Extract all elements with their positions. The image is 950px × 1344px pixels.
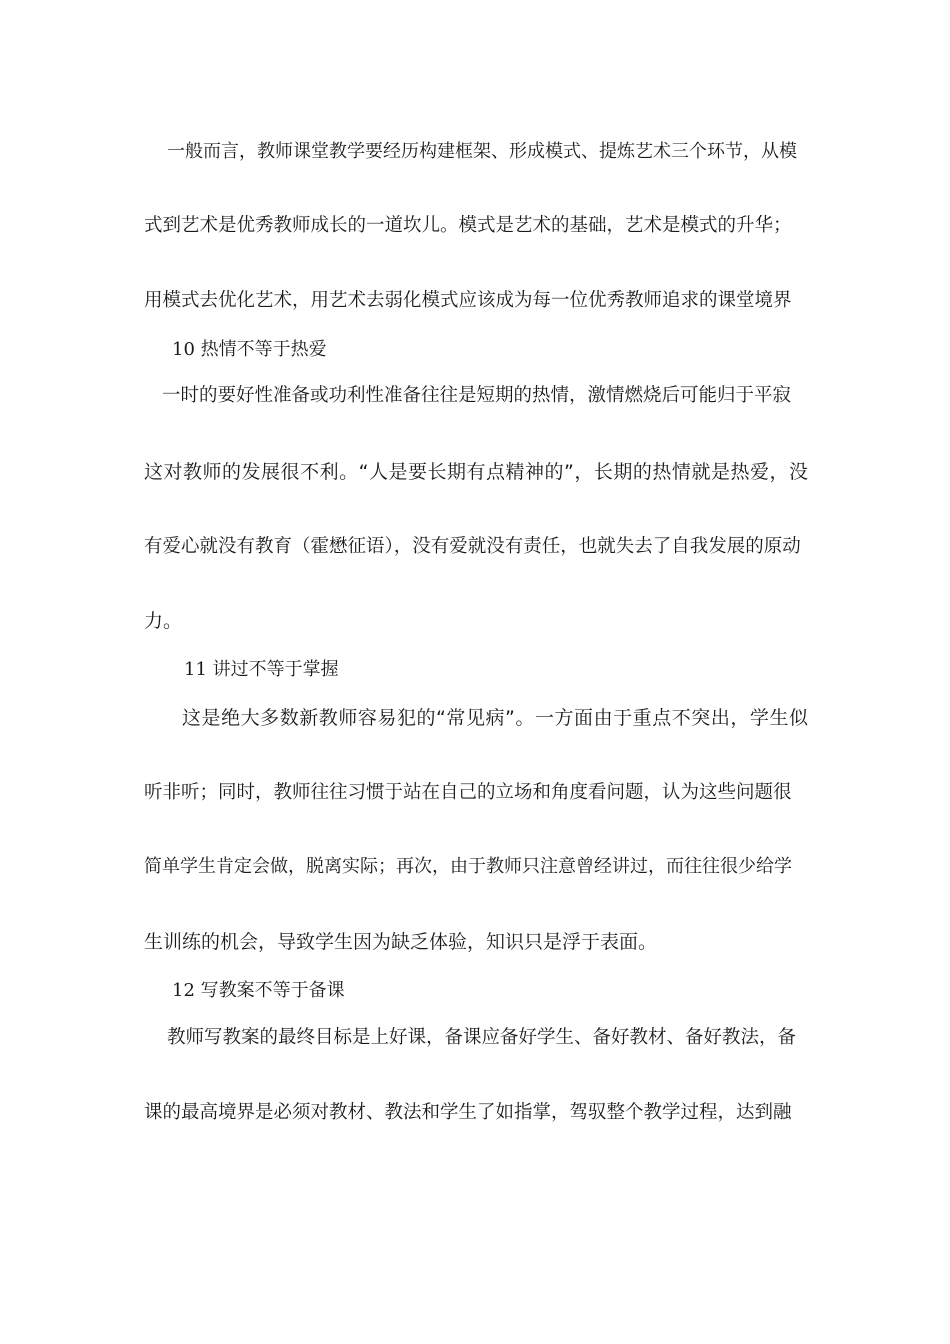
section-10-line-3: 有爱心就没有教育（霍懋征语），没有爱就没有责任，也就失去了自我发展的原动 xyxy=(144,536,801,557)
section-10-line-4: 力。 xyxy=(144,610,183,632)
section-10-heading: 10 热情不等于热爱 xyxy=(172,339,327,360)
section-11-line-2: 听非听；同时，教师往往习惯于站在自己的立场和角度看问题，认为这些问题很 xyxy=(144,782,792,803)
section-11-line-4: 生训练的机会，导致学生因为缺乏体验，知识只是浮于表面。 xyxy=(144,931,658,953)
intro-line-2: 式到艺术是优秀教师成长的一道坎儿。模式是艺术的基础，艺术是模式的升华； xyxy=(144,215,792,236)
section-12-line-1: 教师写教案的最终目标是上好课，备课应备好学生、备好教材、备好教法，备 xyxy=(167,1027,797,1048)
intro-line-1: 一般而言，教师课堂教学要经历构建框架、形成模式、提炼艺术三个环节，从模 xyxy=(167,141,797,162)
section-10-line-1: 一时的要好性准备或功利性准备往往是短期的热情，激情燃烧后可能归于平寂 xyxy=(162,385,792,406)
section-12-line-2: 课的最高境界是必须对教材、教法和学生了如指掌，驾驭整个教学过程，达到融 xyxy=(144,1102,792,1123)
section-11-line-1: 这是绝大多数新教师容易犯的“常见病”。一方面由于重点不突出，学生似 xyxy=(182,707,809,729)
intro-line-3: 用模式去优化艺术，用艺术去弱化模式应该成为每一位优秀教师追求的课堂境界 xyxy=(144,290,792,311)
section-10-line-2: 这对教师的发展很不利。“人是要长期有点精神的”，长期的热情就是热爱，没 xyxy=(144,461,809,483)
section-11-line-3: 简单学生肯定会做，脱离实际；再次，由于教师只注意曾经讲过，而往往很少给学 xyxy=(144,856,792,877)
section-11-heading: 11 讲过不等于掌握 xyxy=(184,659,339,680)
section-12-heading: 12 写教案不等于备课 xyxy=(172,980,345,1001)
